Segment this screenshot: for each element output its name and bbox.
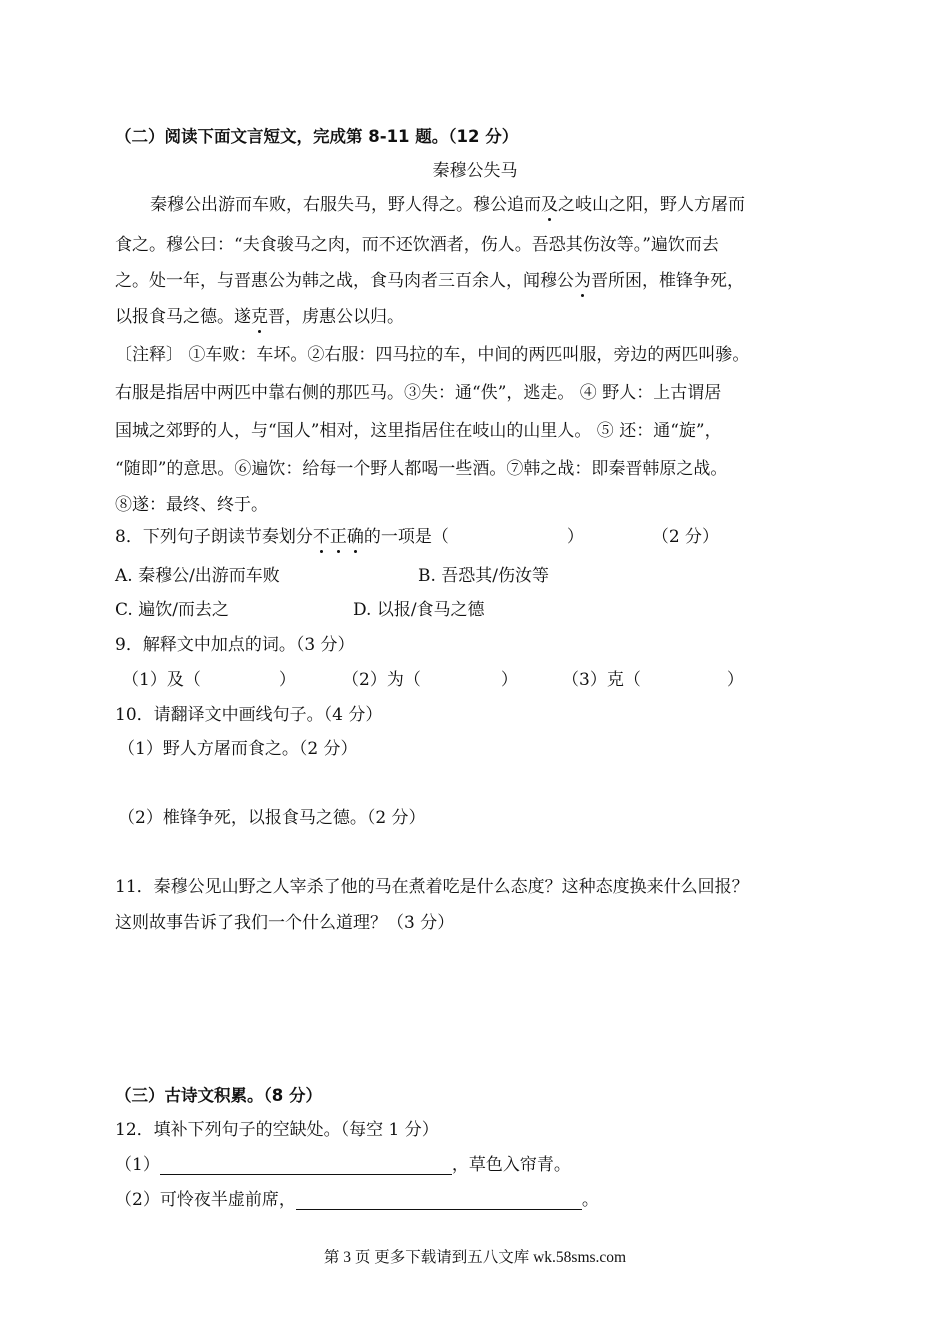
q11-line-1: 11．秦穆公见山野之人宰杀了他的马在煮着吃是什么态度？这种态度换来什么回报？ [115,877,749,897]
dotted-char-que: 确 [346,527,364,547]
dotted-char-bu: 不 [312,527,330,547]
note-line-1: 〔注释〕 ①车败：车坏。②右服：四马拉的车，中间的两匹叫服，旁边的两匹叫骖。 [115,345,750,365]
q10-sentence-1: （1）野人方屠而食之。（2 分） [118,739,358,759]
passage-line-2: 食之。穆公曰：“夫食骏马之肉，而不还饮酒者，伤人。吾恐其伤汝等。”遍饮而去 [115,235,719,255]
q9-item-3: （3）克（ ） [562,670,744,690]
q9-item-1: （1）及（ ） [122,670,296,690]
q10-sentence-2: （2）椎锋争死，以报食马之德。（2 分） [118,808,426,828]
q12-fill-2: （2）可怜夜半虚前席， 。 [115,1190,599,1210]
q12-blank-2[interactable] [296,1191,582,1210]
page-footer: 第 3 页 更多下载请到五八文库 wk.58sms.com [323,1249,627,1266]
q12-stem: 12．填补下列句子的空缺处。（每空 1 分） [115,1120,439,1140]
passage-line-3: 之。处一年，与晋惠公为韩之战，食马肉者三百余人，闻穆公为晋所困，椎锋争死， [115,271,744,291]
section2-heading: （二）阅读下面文言短文，完成第 8-11 题。（12 分） [115,127,519,146]
q8-option-c: C. 遍饮/而去之 [115,600,229,620]
q9-item-2: （2）为（ ） [342,670,518,690]
q11-line-2: 这则故事告诉了我们一个什么道理？（3 分） [115,913,455,933]
dotted-word-ke: 克 [251,307,268,327]
q8-option-d: D. 以报/食马之德 [353,600,485,620]
q8-option-b: B. 吾恐其/伤汝等 [418,566,550,586]
passage-line-4: 以报食马之德。遂克晋，虏惠公以归。 [115,307,404,327]
passage-line-1: 秦穆公出游而车败，右服失马，野人得之。穆公追而及之岐山之阳，野人方屠而 [150,195,745,215]
q12-fill-1: （1） ，草色入帘青。 [115,1155,571,1175]
q12-blank-1[interactable] [160,1156,452,1175]
dotted-word-wei: 为 [574,271,591,291]
dotted-char-zheng: 正 [329,527,347,547]
passage-title: 秦穆公失马 [432,161,518,181]
q9-stem: 9．解释文中加点的词。（3 分） [115,635,355,655]
note-line-2: 右服是指居中两匹中靠右侧的那匹马。③失：通“佚”，逃走。 ④ 野人：上古谓居 [115,383,722,403]
note-line-4: “随即”的意思。⑥遍饮：给每一个野人都喝一些酒。⑦韩之战：即秦晋韩原之战。 [115,459,728,479]
dotted-word-ji: 及 [541,195,558,215]
note-line-5: ⑧遂：最终、终于。 [115,495,268,515]
note-line-3: 国城之郊野的人，与“国人”相对，这里指居住在岐山的山里人。 ⑤ 还：通“旋”， [115,421,722,441]
q10-stem: 10．请翻译文中画线句子。（4 分） [115,705,383,725]
q8-option-a: A. 秦穆公/出游而车败 [115,566,280,586]
q8-stem: 8．下列句子朗读节奏划分不正确的一项是（ ） （2 分） [115,527,720,547]
section3-heading: （三）古诗文积累。（8 分） [115,1086,322,1105]
